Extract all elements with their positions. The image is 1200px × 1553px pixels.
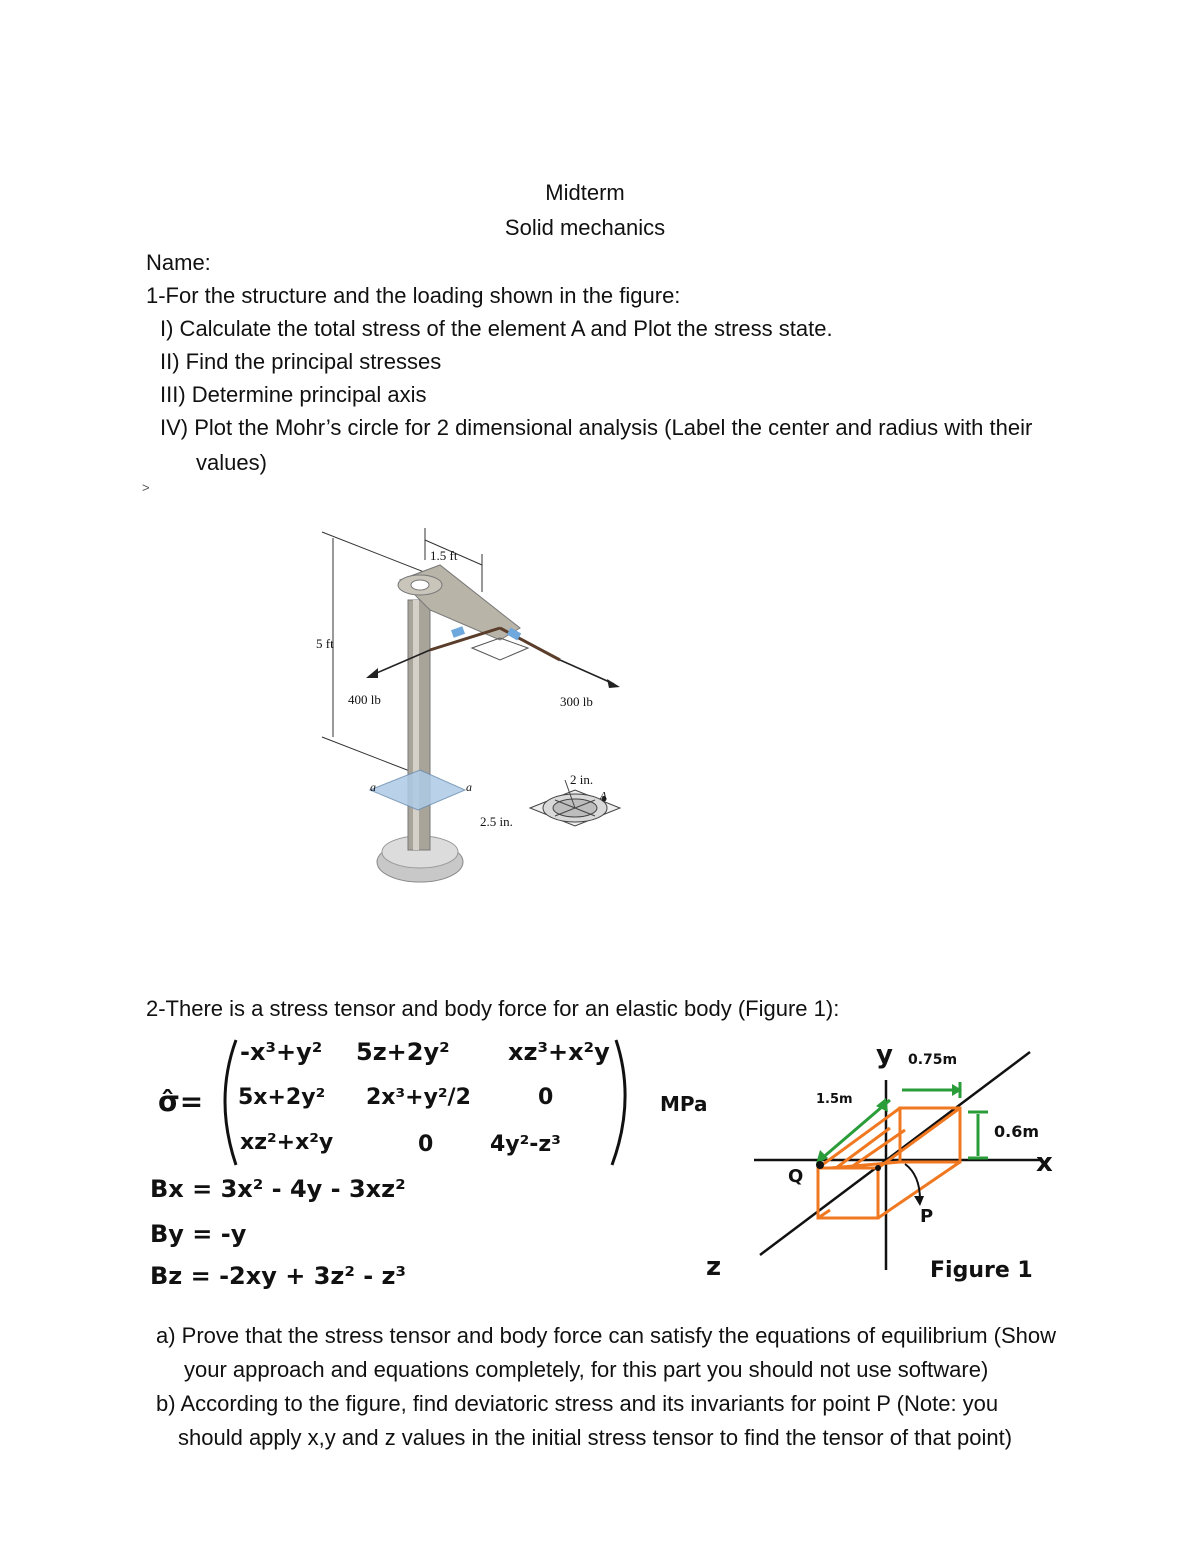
body-force-bz: Bz = -2xy + 3z² - z³ <box>150 1262 407 1290</box>
tensor-r2c2: 2x³+y²/2 <box>366 1085 471 1110</box>
tensor-r2c1: 5x+2y² <box>238 1085 326 1110</box>
stray-mark: > <box>142 480 150 495</box>
figure1-caption: Figure 1 <box>930 1258 1033 1283</box>
axis-y-label: y <box>876 1040 893 1070</box>
section-label-a1: a <box>370 780 376 794</box>
page-subtitle: Solid mechanics <box>504 215 666 240</box>
tensor-r3c3: 4y²-z³ <box>490 1132 561 1157</box>
tensor-r3c1: xz²+x²y <box>240 1130 334 1155</box>
dim-height-label: 5 ft <box>316 636 334 651</box>
q1-item-2: II) Find the principal stresses <box>160 349 442 374</box>
body-force-bx: Bx = 3x² - 4y - 3xz² <box>150 1175 406 1203</box>
detail-outer-label: 2.5 in. <box>480 814 513 829</box>
q1-item-1: I) Calculate the total stress of the element A and Plot the stress state. <box>160 316 833 341</box>
tensor-symbol: σ̂= <box>158 1085 204 1118</box>
q1-item-4: IV) Plot the Mohr’s circle for 2 dimensional analysis (Label the center and radius with their <box>160 415 1033 440</box>
tensor-r2c3: 0 <box>538 1085 554 1110</box>
name-label: Name: <box>146 250 211 275</box>
q2-item-a: a) Prove that the stress tensor and body force can satisfy the equations of equilibrium (Show <box>156 1323 1057 1348</box>
box-edges <box>818 1108 960 1218</box>
q1-item-4-cont: values) <box>196 450 267 475</box>
tensor-r3c2: 0 <box>418 1132 434 1157</box>
tensor-r1c2: 5z+2y² <box>356 1038 450 1066</box>
point-p-label: P <box>920 1206 934 1227</box>
axis-x-label: x <box>1036 1148 1053 1178</box>
dim-y-label: 0.6m <box>994 1122 1040 1141</box>
q2-item-b: b) According to the figure, find deviatoric stress and its invariants for point P (Note: you <box>156 1391 999 1416</box>
q2-intro: 2-There is a stress tensor and body force for an elastic body (Figure 1): <box>146 996 840 1021</box>
section-label-a2: a <box>466 780 472 794</box>
dim-z-label: 1.5m <box>816 1092 853 1107</box>
page-title: Midterm <box>545 180 625 205</box>
load-right-label: 300 lb <box>560 694 593 709</box>
point-a-label: A <box>600 790 607 802</box>
q2-item-b-cont: should apply x,y and z values in the initial stress tensor to find the tensor of that point) <box>178 1425 1013 1450</box>
detail-radius-label: 2 in. <box>570 772 594 787</box>
axis-z-label: z <box>706 1252 722 1282</box>
tensor-r1c1: -x³+y² <box>240 1038 323 1066</box>
q1-item-3: III) Determine principal axis <box>160 382 427 407</box>
point-q-label: Q <box>788 1166 804 1187</box>
dim-top-label: 1.5 ft <box>430 548 458 563</box>
tensor-unit: MPa <box>660 1092 708 1116</box>
q2-item-a-cont: your approach and equations completely, for this part you should not use software) <box>184 1357 989 1382</box>
q1-intro: 1-For the structure and the loading shown in the figure: <box>146 283 681 308</box>
tensor-r1c3: xz³+x²y <box>508 1038 610 1066</box>
load-left-label: 400 lb <box>348 692 381 707</box>
dim-x-label: 0.75m <box>908 1052 958 1068</box>
body-force-by: By = -y <box>150 1220 247 1248</box>
